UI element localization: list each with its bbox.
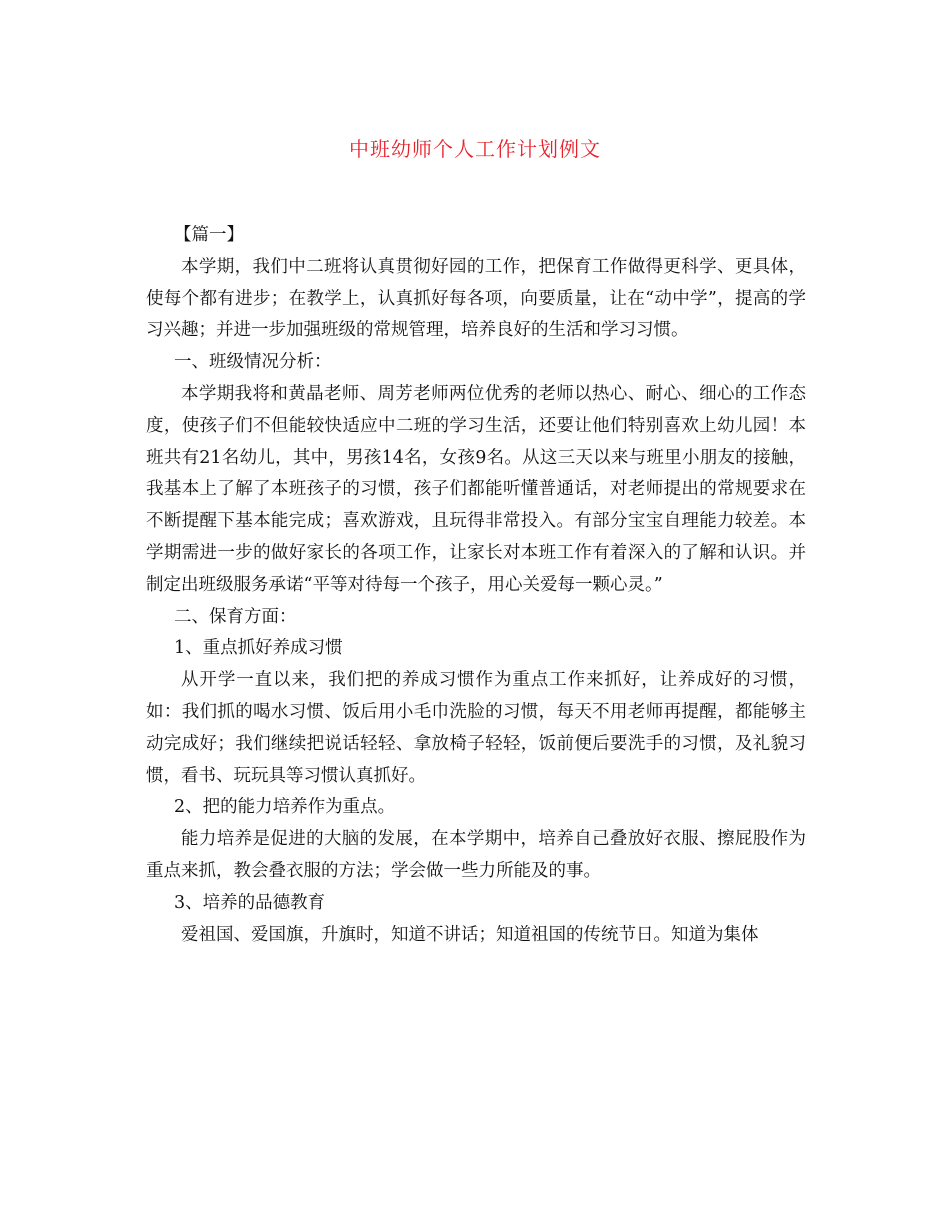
paragraph: 从开学一直以来，我们把的养成习惯作为重点工作来抓好，让养成好的习惯，如：我们抓的喝水习惯、饭后用小毛巾洗脸的习惯，每天不用老师再提醒，都能够主动完成好；我们继续把说话轻轻、拿放椅子轻轻，饭前便后要洗手的习惯，及礼貌习惯，看书、玩玩具等习惯认真抓好。 [146,670,806,786]
document-title: 中班幼师个人工作计划例文 [349,137,601,161]
paragraph: 本学期我将和黄晶老师、周芳老师两位优秀的老师以热心、耐心、细心的工作态度，使孩子们不但能较快适应中二班的学习生活，还要让他们特别喜欢上幼儿园！本班共有21名幼儿，其中，男孩14名，女孩9名。从这三天以来与班里小朋友的接触，我基本上了解了本班孩子的习惯，孩子们都能听懂普通话，对老师提出的常规要求在不断提醒下基本能完成；喜欢游戏，且玩得非常投入。有部分宝宝自理能力较差。本学期需进一步的做好家长的各项工作，让家长对本班工作有着深入的了解和认识。并制定出班级服务承诺“平等对待每一个孩子，用心关爱每一颗心灵。” [146,383,806,595]
section-heading: 【篇一】 [174,225,244,245]
subsection-heading: 1、重点抓好养成习惯 [174,638,343,659]
section-heading: 一、班级情况分析： [174,352,332,373]
section-heading: 二、保育方面： [174,606,297,627]
document-body [146,220,806,951]
paragraph: 本学期，我们中二班将认真贯彻好园的工作，把保育工作做得更科学、更具体，使每个都有进步；在教学上，认真抓好每各项，向要质量，让在“动中学”，提高的学习兴趣；并进一步加强班级的常规管理，培养良好的生活和学习习惯。 [146,256,806,341]
paragraph: 爱祖国、爱国旗，升旗时，知道不讲话；知道祖国的传统节日。知道为集体 [181,924,759,945]
paragraph: 能力培养是促进的大脑的发展，在本学期中，培养自己叠放好衣服、擦屁股作为重点来抓，教会叠衣服的方法；学会做一些力所能及的事。 [146,829,806,881]
subsection-heading: 2、把的能力培养作为重点。 [174,797,396,818]
subsection-heading: 3、培养的品德教育 [174,892,326,913]
